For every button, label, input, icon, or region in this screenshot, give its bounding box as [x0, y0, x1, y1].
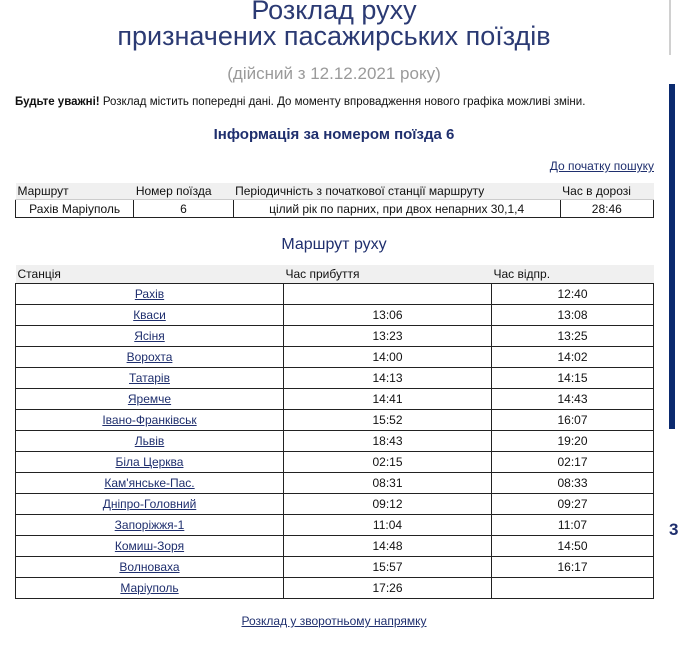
station-link[interactable]: Львів	[134, 434, 165, 448]
departure-time: 13:08	[492, 305, 654, 326]
station-cell	[16, 536, 284, 557]
arrival-time	[284, 284, 492, 305]
warning-notice	[15, 96, 585, 108]
station-cell	[16, 431, 284, 452]
departure-time: 16:07	[492, 410, 654, 431]
valid-from-date: (дійсний з 12.12.2021 року)	[227, 64, 441, 83]
station-cell	[16, 494, 284, 515]
side-banner	[669, 84, 675, 429]
route-row	[16, 473, 654, 494]
col-periodicity: Періодичність з початкової станції маршруту	[233, 183, 560, 200]
col-station: Станція	[16, 265, 284, 284]
station-cell	[16, 557, 284, 578]
station-cell	[16, 578, 284, 599]
reverse-link-container	[0, 614, 668, 628]
route-row	[16, 452, 654, 473]
edge-glyph: 3	[669, 520, 678, 539]
station-cell	[16, 515, 284, 536]
col-route: Маршрут	[16, 183, 134, 200]
arrival-time: 18:43	[284, 431, 492, 452]
reverse-direction-link[interactable]: Розклад у зворотньому напрямку	[241, 614, 427, 628]
col-travel-time: Час в дорозі	[560, 183, 653, 200]
arrival-time: 11:04	[284, 515, 492, 536]
summary-route: Рахів Маріуполь	[16, 200, 134, 218]
route-row	[16, 494, 654, 515]
route-table-body	[16, 284, 654, 599]
summary-train-number: 6	[134, 200, 233, 218]
station-link[interactable]: Маріуполь	[120, 581, 179, 595]
station-link[interactable]: Біла Церква	[115, 455, 184, 469]
departure-time: 02:17	[492, 452, 654, 473]
station-cell	[16, 305, 284, 326]
page-title-line2: призначених пасажирських поїздів	[117, 21, 551, 51]
route-row	[16, 578, 654, 599]
train-summary-table	[15, 183, 654, 218]
arrival-time: 08:31	[284, 473, 492, 494]
station-link[interactable]: Кваси	[133, 308, 166, 322]
station-link[interactable]: Татарів	[129, 371, 170, 385]
station-link[interactable]: Комиш-Зоря	[114, 539, 185, 553]
arrival-time: 14:41	[284, 389, 492, 410]
route-row	[16, 431, 654, 452]
arrival-time: 14:13	[284, 368, 492, 389]
route-row	[16, 389, 654, 410]
route-row	[16, 326, 654, 347]
arrival-time: 14:00	[284, 347, 492, 368]
side-divider	[669, 0, 671, 55]
departure-time: 19:20	[492, 431, 654, 452]
station-link[interactable]: Ясіня	[134, 329, 165, 343]
departure-time: 14:02	[492, 347, 654, 368]
route-row	[16, 347, 654, 368]
col-departure: Час відпр.	[492, 265, 654, 284]
station-cell	[16, 473, 284, 494]
arrival-time: 09:12	[284, 494, 492, 515]
page-title-line1: Розклад руху	[251, 0, 417, 25]
arrival-time: 15:57	[284, 557, 492, 578]
station-link[interactable]: Івано-Франківськ	[102, 413, 197, 427]
departure-time: 16:17	[492, 557, 654, 578]
col-arrival: Час прибуття	[284, 265, 492, 284]
station-link[interactable]: Кам'янське-Пас.	[104, 476, 195, 490]
summary-travel-time: 28:46	[560, 200, 653, 218]
departure-time	[492, 578, 654, 599]
warning-text: Розклад містить попередні дані. До моменту впровадження нового графіка можливі зміни.	[99, 96, 586, 108]
route-row	[16, 536, 654, 557]
summary-periodicity: цілий рік по парних, при двох непарних 30,1,4	[233, 200, 560, 218]
route-row	[16, 305, 654, 326]
route-heading: Маршрут руху	[281, 236, 387, 253]
warning-label: Будьте уважні!	[15, 96, 100, 108]
station-cell	[16, 326, 284, 347]
arrival-time: 14:48	[284, 536, 492, 557]
station-link[interactable]: Запоріжжя-1	[114, 518, 185, 532]
train-info-heading: Інформація за номером поїзда 6	[213, 126, 455, 143]
route-row	[16, 368, 654, 389]
summary-row	[16, 200, 654, 218]
station-cell	[16, 284, 284, 305]
route-row	[16, 557, 654, 578]
arrival-time: 13:23	[284, 326, 492, 347]
route-row	[16, 284, 654, 305]
arrival-time: 15:52	[284, 410, 492, 431]
route-row	[16, 515, 654, 536]
arrival-time: 02:15	[284, 452, 492, 473]
departure-time: 14:50	[492, 536, 654, 557]
route-row	[16, 410, 654, 431]
station-cell	[16, 389, 284, 410]
station-link[interactable]: Рахів	[134, 287, 165, 301]
route-table	[15, 265, 654, 599]
back-to-search-link[interactable]: До початку пошуку	[549, 159, 654, 173]
station-link[interactable]: Ворохта	[126, 350, 173, 364]
departure-time: 14:43	[492, 389, 654, 410]
station-link[interactable]: Волноваха	[119, 560, 180, 574]
departure-time: 14:15	[492, 368, 654, 389]
station-link[interactable]: Дніпро-Головний	[102, 497, 197, 511]
departure-time: 09:27	[492, 494, 654, 515]
departure-time: 08:33	[492, 473, 654, 494]
station-cell	[16, 452, 284, 473]
station-link[interactable]: Яремче	[127, 392, 172, 406]
departure-time: 12:40	[492, 284, 654, 305]
arrival-time: 17:26	[284, 578, 492, 599]
departure-time: 13:25	[492, 326, 654, 347]
arrival-time: 13:06	[284, 305, 492, 326]
station-cell	[16, 410, 284, 431]
col-train-number: Номер поїзда	[134, 183, 233, 200]
station-cell	[16, 347, 284, 368]
departure-time: 11:07	[492, 515, 654, 536]
station-cell	[16, 368, 284, 389]
